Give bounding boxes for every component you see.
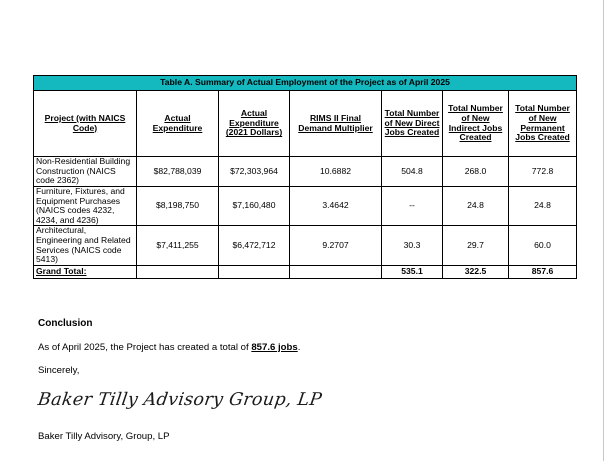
cell-direct-jobs: 30.3 (382, 226, 443, 266)
header-project: Project (with NAICS Code) (34, 91, 137, 157)
table-header-row (34, 91, 577, 157)
header-expenditure-2021: Actual Expenditure (2021 Dollars) (219, 91, 290, 157)
employment-summary-table (33, 75, 577, 279)
signer-name: Baker Tilly Advisory, Group, LP (38, 431, 170, 442)
total-permanent-jobs: 857.6 (509, 265, 577, 278)
total-direct-jobs: 535.1 (382, 265, 443, 278)
cell-empty (290, 265, 382, 278)
cell-project: Architectural, Engineering and Related Services (NAICS code 5413) (34, 226, 137, 266)
closing-salutation: Sincerely, (38, 365, 80, 376)
employment-summary-table-container (33, 75, 576, 279)
cell-actual-expenditure: $82,788,039 (137, 157, 219, 187)
table-row (34, 186, 577, 226)
cell-project: Non-Residential Building Construction (NAICS code 2362) (34, 157, 137, 187)
cell-permanent-jobs: 772.8 (509, 157, 577, 187)
cell-empty (137, 265, 219, 278)
cell-project: Furniture, Fixtures, and Equipment Purchases (NAICS codes 4232, 4234, and 4236) (34, 186, 137, 226)
cell-actual-expenditure: $8,198,750 (137, 186, 219, 226)
conclusion-paragraph (38, 342, 300, 353)
header-indirect-jobs: Total Number of New Indirect Jobs Created (443, 91, 509, 157)
cell-multiplier: 3.4642 (290, 186, 382, 226)
cell-actual-expenditure: $7,411,255 (137, 226, 219, 266)
table-caption: Table A. Summary of Actual Employment of the Project as of April 2025 (34, 76, 577, 91)
cell-direct-jobs: -- (382, 186, 443, 226)
header-permanent-jobs: Total Number of New Permanent Jobs Created (509, 91, 577, 157)
header-actual-expenditure: Actual Expenditure (137, 91, 219, 157)
cell-indirect-jobs: 24.8 (443, 186, 509, 226)
cell-permanent-jobs: 60.0 (509, 226, 577, 266)
cell-expenditure-2021: $6,472,712 (219, 226, 290, 266)
table-total-row (34, 265, 577, 278)
conclusion-heading: Conclusion (38, 318, 93, 329)
cell-indirect-jobs: 268.0 (443, 157, 509, 187)
cell-empty (219, 265, 290, 278)
table-row (34, 157, 577, 187)
header-direct-jobs: Total Number of New Direct Jobs Created (382, 91, 443, 157)
conclusion-text-after: . (297, 342, 301, 353)
header-multiplier: RIMS II Final Demand Multiplier (290, 91, 382, 157)
conclusion-text-before: As of April 2025, the Project has created a total of (38, 342, 252, 353)
cell-indirect-jobs: 29.7 (443, 226, 509, 266)
handwritten-signature: Baker Tilly Advisory Group, LP (36, 390, 324, 410)
cell-expenditure-2021: $72,303,964 (219, 157, 290, 187)
cell-permanent-jobs: 24.8 (509, 186, 577, 226)
conclusion-jobs-total: 857.6 jobs (251, 342, 298, 353)
table-row (34, 226, 577, 266)
cell-expenditure-2021: $7,160,480 (219, 186, 290, 226)
cell-multiplier: 9.2707 (290, 226, 382, 266)
total-indirect-jobs: 322.5 (443, 265, 509, 278)
cell-direct-jobs: 504.8 (382, 157, 443, 187)
cell-multiplier: 10.6882 (290, 157, 382, 187)
grand-total-label: Grand Total: (34, 265, 137, 278)
